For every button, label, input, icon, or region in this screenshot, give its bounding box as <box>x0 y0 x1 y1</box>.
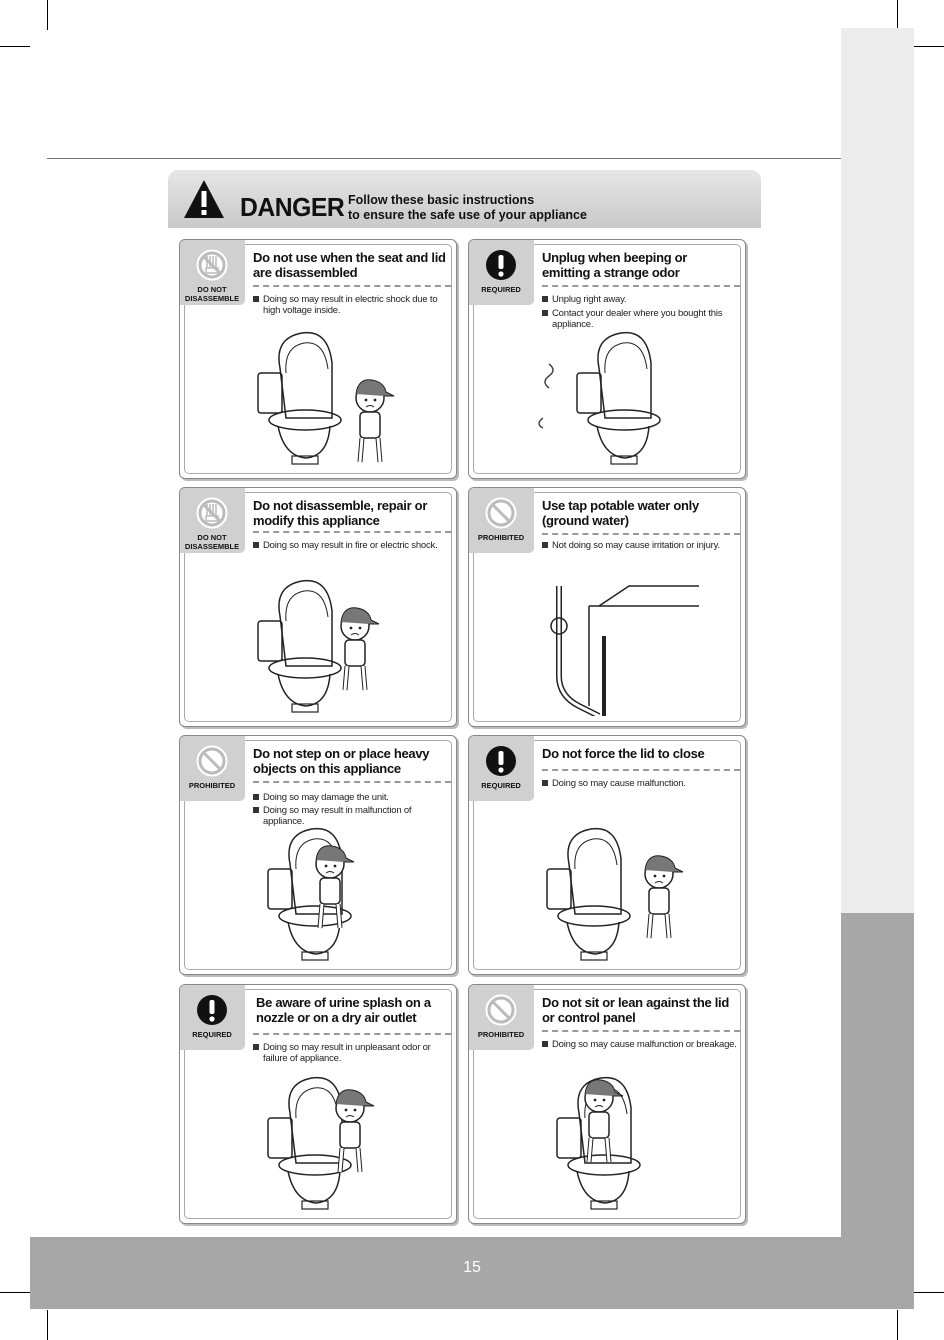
card-title: Do not force the lid to close <box>542 746 705 761</box>
card-tag <box>468 239 534 305</box>
tag-label: DO NOT DISASSEMBLE <box>184 285 240 303</box>
card-note: Doing so may result in electric shock due to high voltage inside. <box>253 294 449 316</box>
side-tab-light <box>841 28 914 913</box>
water-pipe-illustration <box>519 576 699 716</box>
safety-card <box>468 487 746 727</box>
toilet-illustration <box>230 328 410 468</box>
crop-mark <box>897 0 898 30</box>
card-title: Do not disassemble, repair or modify this appliance <box>253 498 428 528</box>
safety-card <box>468 984 746 1224</box>
toilet-illustration <box>519 328 699 468</box>
crop-mark <box>47 1310 48 1340</box>
card-note: Doing so may result in malfunction of appliance. <box>253 805 449 827</box>
card-note: Doing so may result in unpleasant odor or failure of appliance. <box>253 1042 449 1064</box>
crop-mark <box>914 1292 944 1293</box>
prohibited-icon <box>484 993 518 1027</box>
danger-banner <box>168 170 761 228</box>
dashed-divider <box>542 285 740 287</box>
prohibited-icon <box>195 744 229 778</box>
card-note: Doing so may cause malfunction or breakage. <box>542 1039 738 1050</box>
card-note: Doing so may cause malfunction. <box>542 778 738 789</box>
dashed-divider <box>253 531 451 533</box>
tag-label: DO NOT DISASSEMBLE <box>184 533 240 551</box>
footer-bar <box>30 1237 914 1309</box>
dashed-divider <box>542 769 740 771</box>
safety-card <box>179 487 457 727</box>
card-note: Doing so may result in fire or electric shock. <box>253 540 449 551</box>
exclamation-icon <box>195 993 229 1027</box>
dashed-divider <box>253 1033 451 1035</box>
tag-label: PROHIBITED <box>477 1030 525 1039</box>
card-title: Be aware of urine splash on a nozzle or on a dry air outlet <box>256 995 431 1025</box>
card-tag <box>179 487 245 553</box>
tag-label: REQUIRED <box>192 1030 232 1039</box>
safety-card <box>179 984 457 1224</box>
tag-label: PROHIBITED <box>188 781 236 790</box>
toilet-illustration <box>230 576 410 716</box>
card-title: Use tap potable water only (ground water) <box>542 498 699 528</box>
dashed-divider <box>542 1030 740 1032</box>
card-tag <box>179 984 245 1050</box>
card-title: Do not sit or lean against the lid or control panel <box>542 995 729 1025</box>
safety-card <box>468 239 746 479</box>
card-title: Unplug when beeping or emitting a strange odor <box>542 250 688 280</box>
crop-mark <box>47 0 48 30</box>
crop-mark <box>914 46 944 47</box>
safety-card <box>179 239 457 479</box>
card-tag <box>179 239 245 305</box>
crop-mark <box>0 46 30 47</box>
toilet-illustration <box>230 1073 410 1213</box>
card-tag <box>468 984 534 1050</box>
tag-label: PROHIBITED <box>477 533 525 542</box>
crop-mark <box>897 1310 898 1340</box>
card-tag <box>468 735 534 801</box>
safety-card <box>179 735 457 975</box>
warning-triangle-icon <box>182 178 226 220</box>
dashed-divider <box>253 285 451 287</box>
toilet-illustration <box>230 824 410 964</box>
card-note: Contact your dealer where you bought this appliance. <box>542 308 738 330</box>
card-note: Not doing so may cause irritation or injury. <box>542 540 738 551</box>
card-tag <box>179 735 245 801</box>
page-number: 15 <box>463 1259 481 1276</box>
side-tab-dark <box>841 913 914 1238</box>
card-note: Doing so may damage the unit. <box>253 792 449 803</box>
tag-label: REQUIRED <box>481 781 521 790</box>
prohibited-icon <box>484 496 518 530</box>
toilet-illustration <box>519 824 699 964</box>
dashed-divider <box>542 533 740 535</box>
card-title: Do not use when the seat and lid are disassembled <box>253 250 446 280</box>
safety-card <box>468 735 746 975</box>
card-note: Unplug right away. <box>542 294 738 305</box>
exclamation-icon <box>484 744 518 778</box>
danger-subtitle-line1: Follow these basic instructions <box>348 193 535 207</box>
tag-label: REQUIRED <box>481 285 521 294</box>
exclamation-icon <box>484 248 518 282</box>
toilet-illustration <box>519 1073 699 1213</box>
header-rule <box>47 158 841 159</box>
dashed-divider <box>253 781 451 783</box>
danger-subtitle-line2: to ensure the safe use of your appliance <box>348 208 587 222</box>
card-title: Do not step on or place heavy objects on this appliance <box>253 746 430 776</box>
crop-mark <box>0 1292 30 1293</box>
no-disassemble-icon <box>195 248 229 282</box>
card-tag <box>468 487 534 553</box>
danger-heading: DANGER <box>240 192 345 222</box>
no-disassemble-icon <box>195 496 229 530</box>
